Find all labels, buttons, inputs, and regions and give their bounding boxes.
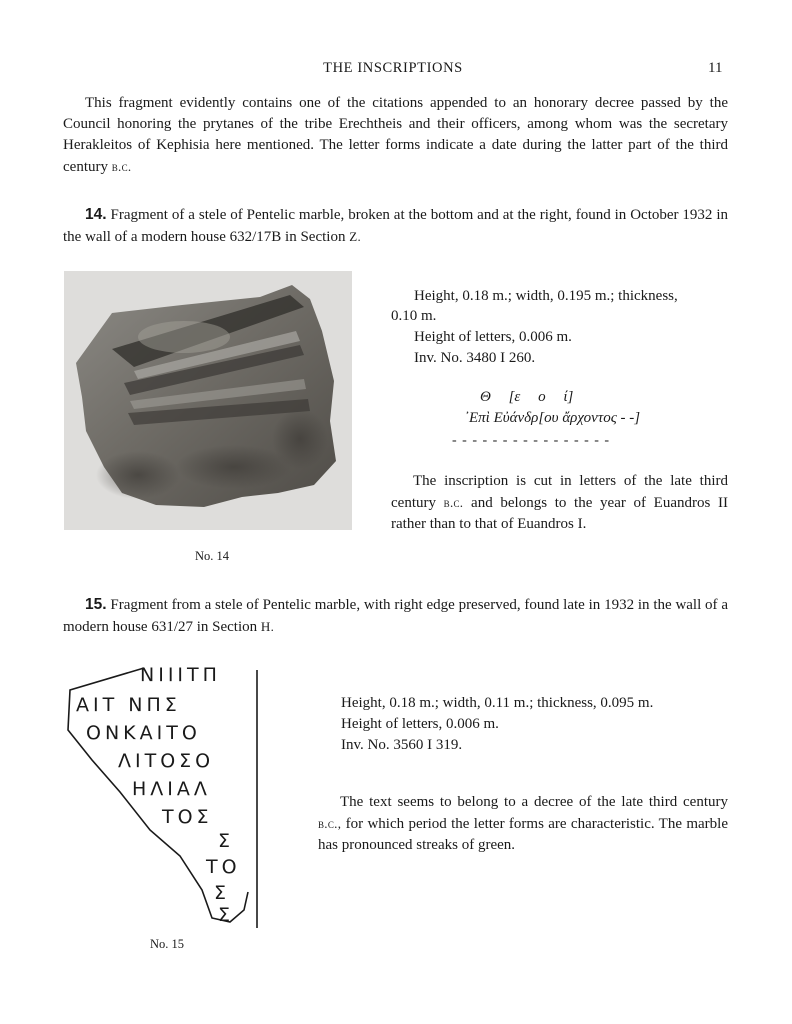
entry-15-letter-height: Height of letters, 0.006 m. [341,716,499,732]
drawing-line-2: ΑΙΤ ΝΠΣ [76,694,181,716]
drawing-line-10: Σ [218,904,231,926]
intro-era: b.c. [111,159,132,174]
entry-14-intro-text: Fragment of a stele of Pentelic marble, broken at the bottom and at the right, found in October 1932 in the wall of a modern house 632/17B in Section [63,207,729,245]
entry-14-letter-height: Height of letters, 0.006 m. [414,329,572,345]
intro-text: This fragment evidently contains one of the citations appended to an honorary decree passed by the Council honoring the prytanes of the tribe Erechtheis and their officers, among whom was the secretary Herakleitos of Kephisia here mentioned. The letter forms indicate a date during the latter part of the third century [63,95,728,175]
entry-15-intro [63,594,728,638]
entry-15-inventory: Inv. No. 3560 I 319. [341,737,463,753]
drawing-line-8: ΤΟ [206,856,241,878]
entry-15-comment-text: The text seems to belong to a decree of the late third century [340,794,728,810]
entry-15-comment [318,792,728,856]
drawing-line-6: ΤΟΣ [162,806,213,828]
page-number: 11 [708,60,723,76]
greek-text-line-1: Θ [ε ο ί] [480,389,574,405]
entry-14-comment-text: The inscription is cut in letters of the late third century [391,473,728,511]
figure-15-caption: No. 15 [150,937,185,951]
fragment-14-image [64,271,352,530]
entry-15-comment-rest: for which period the letter forms are characteristic. The marble has pronounced streaks of green. [318,816,728,853]
entry-14-measurements: Height, 0.18 m.; width, 0.195 m.; thickness, [414,288,678,304]
entry-14-comment-rest: and belongs to the year of Euandros II rather than to that of Euandros I. [391,495,728,532]
drawing-line-4: ΛΙΤΟΣΟ [118,750,215,772]
entry-14-comment-era: b.c. [443,495,464,510]
figure-14-caption: No. 14 [195,549,230,563]
drawing-line-1: ΝΙΙΙΤΠ [140,664,221,686]
drawing-line-9: Σ [214,882,227,904]
fragment-15-drawing [62,660,272,932]
entry-15-number: 15. [85,596,107,613]
entry-14-comment [391,471,728,535]
greek-text-lacuna-line: - - - - - - - - - - - - - - - - [452,433,611,448]
entry-15-intro-text: Fragment from a stele of Pentelic marble, with right edge preserved, found late in 1932 in the wall of a modern house 631/27 in Section [63,597,728,635]
drawing-line-3: ΟΝΚΑΙΤΟ [86,722,201,744]
entry-15-measurements: Height, 0.18 m.; width, 0.11 m.; thickness, 0.095 m. [341,695,654,711]
entry-15-comment-era: b.c., [318,816,342,831]
entry-15-section: H. [260,619,275,634]
entry-14-number: 14. [85,206,107,223]
entry-14-inventory: Inv. No. 3480 I 260. [414,350,536,366]
entry-14-thickness: 0.10 m. [391,308,437,324]
intro-paragraph [63,93,728,178]
fragment-14-photo [64,271,352,530]
drawing-line-5: ΗΛΙΑΛ [132,778,211,800]
entry-14-section: Z. [349,229,361,244]
drawing-line-7: Σ [218,830,231,852]
entry-14-intro [63,204,728,248]
greek-text-line-2: ᾿Επὶ Εὐάνδρ[ου ἄρχοντος - -] [464,410,641,426]
running-header-title: THE INSCRIPTIONS [323,60,463,76]
